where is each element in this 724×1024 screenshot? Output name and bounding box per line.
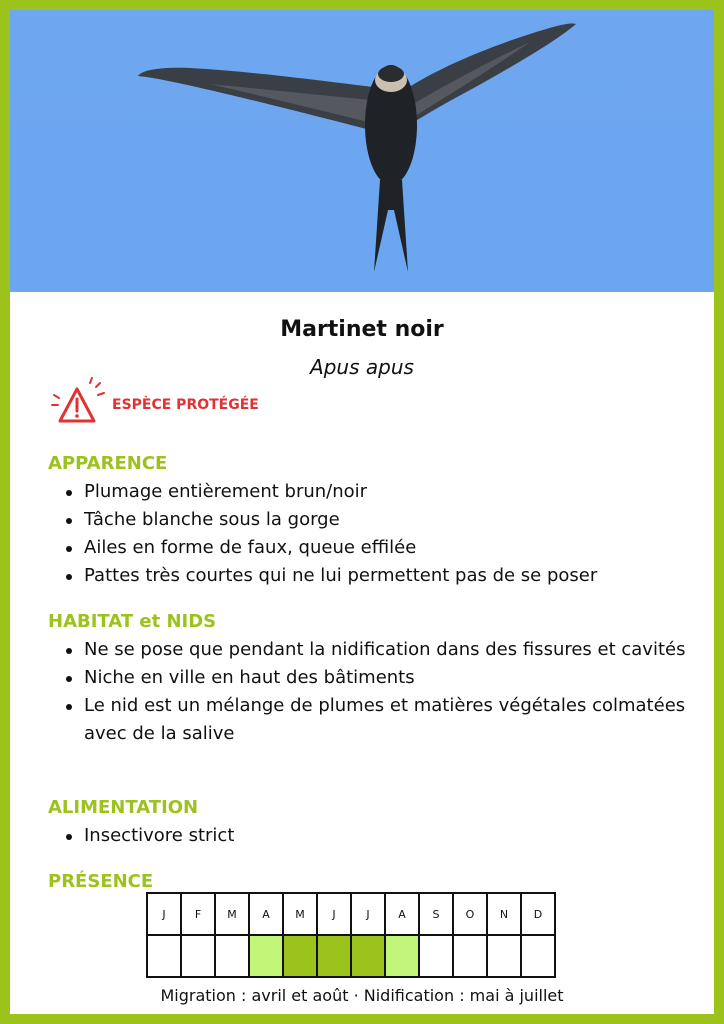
month-status-cell (181, 935, 215, 977)
month-label: A (249, 893, 283, 935)
month-status-cell (249, 935, 283, 977)
month-label: A (385, 893, 419, 935)
species-latin-name: Apus apus (310, 355, 414, 379)
section-habitat (48, 610, 688, 748)
list-item: Ailes en forme de faux, queue effilée (84, 534, 688, 562)
month-label: D (521, 893, 555, 935)
protected-badge (48, 375, 259, 433)
list-item: Plumage entièrement brun/noir (84, 478, 688, 506)
list-item: Pattes très courtes qui ne lui permettent pas de se poser (84, 562, 688, 590)
month-status-cell (215, 935, 249, 977)
month-status-cell (419, 935, 453, 977)
swift-photo (10, 10, 714, 292)
protected-label: ESPÈCE PROTÉGÉE (112, 397, 259, 413)
habitat-list (48, 636, 688, 748)
month-label: M (215, 893, 249, 935)
month-label: F (181, 893, 215, 935)
swift-bird-image (10, 10, 714, 292)
section-presence (48, 870, 688, 894)
species-common-name: Martinet noir (280, 317, 444, 342)
calendar-month-row (147, 893, 555, 935)
month-label: N (487, 893, 521, 935)
month-label: S (419, 893, 453, 935)
list-item: Ne se pose que pendant la nidification dans des fissures et cavités (84, 636, 688, 664)
section-title-presence: PRÉSENCE (48, 871, 154, 892)
month-status-cell (317, 935, 351, 977)
month-label: J (351, 893, 385, 935)
presence-calendar (146, 892, 556, 978)
list-item: Niche en ville en haut des bâtiments (84, 664, 688, 692)
presence-legend: Migration : avril et août · Nidification : mai à juillet (160, 986, 564, 1005)
section-title-food: ALIMENTATION (48, 797, 199, 818)
list-item: Le nid est un mélange de plumes et matières végétales colmatées avec de la salive (84, 692, 688, 748)
section-title-habitat: HABITAT et NIDS (48, 611, 217, 632)
section-title-appearance: APPARENCE (48, 453, 168, 474)
list-item: Insectivore strict (84, 822, 688, 850)
section-appearance (48, 452, 688, 590)
appearance-list (48, 478, 688, 590)
food-list (48, 822, 688, 850)
month-status-cell (487, 935, 521, 977)
month-label: M (283, 893, 317, 935)
month-status-cell (453, 935, 487, 977)
month-label: O (453, 893, 487, 935)
section-food (48, 796, 688, 850)
month-status-cell (351, 935, 385, 977)
month-status-cell (283, 935, 317, 977)
month-label: J (147, 893, 181, 935)
month-status-cell (385, 935, 419, 977)
warning-triangle-icon (48, 375, 106, 433)
calendar-status-row (147, 935, 555, 977)
month-status-cell (147, 935, 181, 977)
list-item: Tâche blanche sous la gorge (84, 506, 688, 534)
month-status-cell (521, 935, 555, 977)
month-label: J (317, 893, 351, 935)
